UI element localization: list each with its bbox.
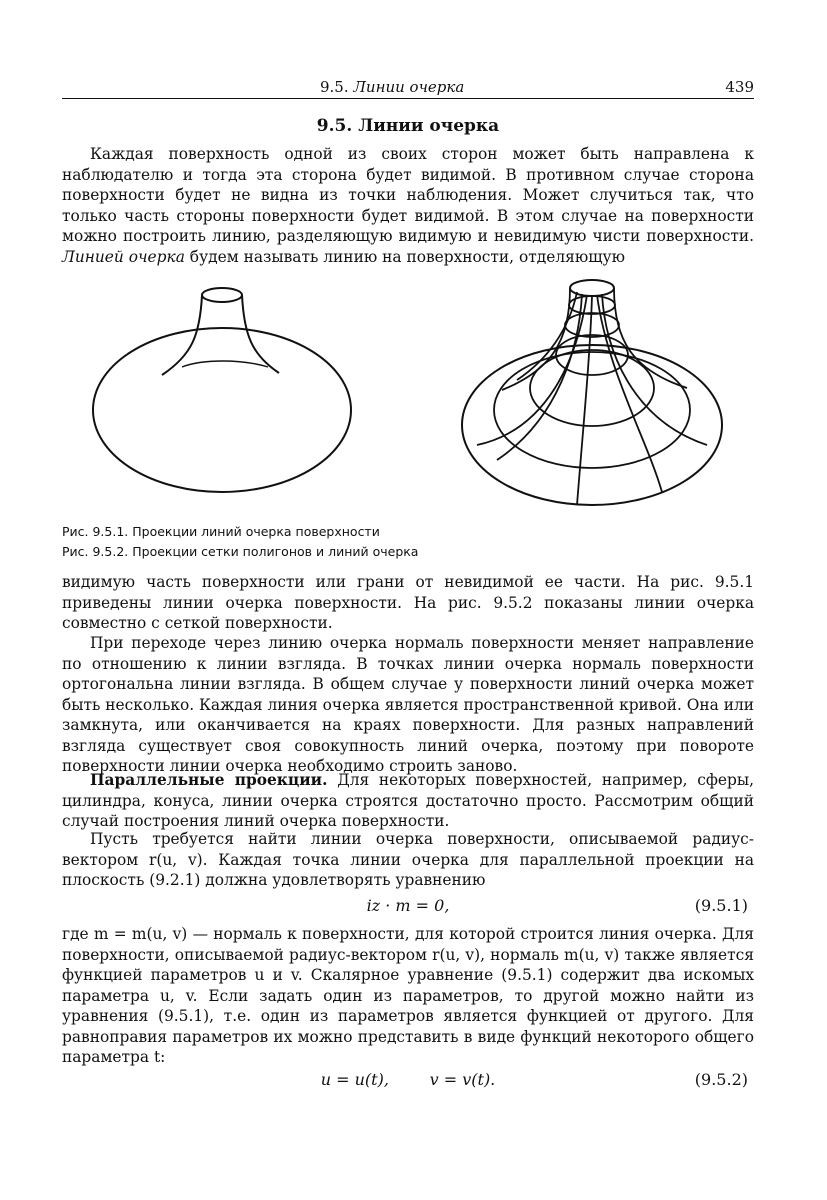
paragraph-parallel-text: Для некоторых поверхностей, например, сферы, цилиндра, конуса, линии очерка строятся достаточно просто. Рассмотрим общий случай построения линий очерка поверхности. — [62, 771, 754, 830]
page-number: 439 — [725, 78, 754, 96]
paragraph-intro-text: Каждая поверхность одной из своих сторон может быть направлена к наблюдателю и тогда эта сторона будет видимой. В противном случае сторона поверхности будет не видна из точки наблюдения. Может случиться так, что только часть стороны поверхности будет видимой. В этом случае на поверхности можно построить линию, разделяющую видимую и невидимую чисти поверхности. — [62, 145, 754, 245]
mesh-base-ellipse — [462, 345, 722, 505]
paragraph-normal-direction: При переходе через линию очерка нормаль поверхности меняет направление по отношению к линии взгляда. В точках линии очерка нормаль поверхности ортогональна линии взгляда. В общем случае у поверхности линий очерка может быть несколько. Каждая линия очерка является пространственной кривой. Она или замкнута, или оканчивается на краях поверхности. Для разных направлений взгляда существует своя совокупность линий очерка, поэтому при повороте поверхности линии очерка необходимо строить заново. — [62, 634, 755, 775]
mesh-meridians — [477, 288, 707, 505]
mesh-meridian — [577, 296, 592, 505]
figure-mesh-surface — [457, 270, 727, 515]
running-head-title — [320, 78, 464, 96]
paragraph-radius-vector: Пусть требуется найти линии очерка поверхности, описываемой радиус-вектором r(u, v). Каждая точка линии очерка для параллельной проекции на плоскость (9.2.1) должна удовлетворять уравнению — [62, 830, 754, 889]
equation-number: (9.5.1) — [694, 896, 748, 915]
inner-outline-curve — [182, 361, 268, 367]
mesh-ring-2 — [530, 350, 654, 426]
paragraph-parallel-projections — [62, 770, 754, 832]
top-ellipse — [202, 288, 242, 302]
paragraph-heading-bold: Параллельные проекции. — [90, 771, 328, 789]
section-title: 9.5. Линии очерка — [316, 116, 500, 136]
paragraph-intro — [62, 144, 754, 267]
equation-9-5-1 — [62, 896, 754, 920]
figure-caption-1: Рис. 9.5.1. Проекции линий очерка поверхности — [62, 524, 380, 539]
paragraph-continuation: видимую часть поверхности или грани от невидимой ее части. На рис. 9.5.1 приведены линии очерка поверхности. На рис. 9.5.2 показаны линии очерка совместно с сеткой поверхности. — [62, 573, 754, 632]
paragraph-normal-function: где m = m(u, v) — нормаль к поверхности, для которой строится линия очерка. Для поверхности, описываемой радиус-вектором r(u, v), нормаль m(u, v) также является функцией параметров u и v. Скалярное уравнение (9.5.1) содержит два искомых параметра u, v. Если задать один из параметров, то другой можно найти из уравнения (9.5.1), т.е. один из параметров является функцией от другого. Для равноправия параметров их можно представить в виде функций некоторого общего параметра t: — [62, 925, 754, 1066]
mesh-meridian — [597, 295, 662, 492]
running-head — [62, 76, 754, 99]
base-ellipse — [93, 328, 351, 492]
paragraph-intro-text-end: будем называть линию на поверхности, отделяющую — [189, 247, 625, 266]
mesh-ring-1 — [494, 352, 690, 468]
figure-caption-2: Рис. 9.5.2. Проекции сетки полигонов и линий очерка — [62, 544, 419, 559]
figure-outline-surface — [82, 275, 372, 515]
equation-body: iz · m = 0, — [366, 896, 450, 915]
equation-9-5-2 — [62, 1070, 754, 1094]
equation-body: u = u(t), v = v(t). — [320, 1070, 496, 1089]
mesh-meridian — [614, 288, 687, 388]
running-head-section: 9.5. — [320, 78, 349, 96]
mesh-meridian — [502, 288, 570, 390]
running-head-section-title: Линии очерка — [353, 78, 465, 96]
equation-number: (9.5.2) — [694, 1070, 748, 1089]
term-outline-line: Линией очерка — [62, 247, 185, 266]
